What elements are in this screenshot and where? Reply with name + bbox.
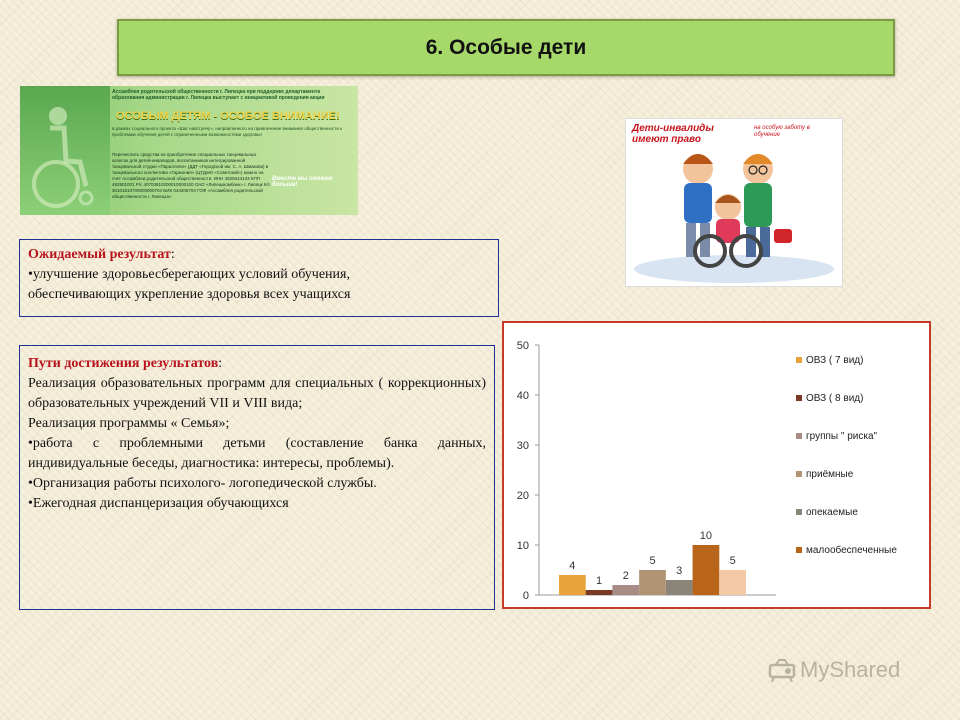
legend-label: ОВЗ ( 7 вид) — [806, 355, 864, 366]
charity-banner-image — [20, 86, 358, 215]
children-illustration — [625, 118, 843, 287]
legend-swatch — [796, 357, 802, 363]
bar — [639, 570, 666, 595]
bar — [612, 585, 639, 595]
legend-swatch — [796, 471, 802, 477]
y-tick-label: 20 — [516, 490, 529, 502]
bar — [559, 575, 586, 595]
expected-result-line-1: •улучшение здоровьесберегающих условий обучения, — [28, 267, 350, 282]
bar-chart — [502, 321, 931, 609]
slide-title-bar — [117, 19, 895, 76]
bar-chart-canvas — [504, 323, 929, 607]
illustration-small-caption: на особую заботу в обучение — [754, 125, 810, 138]
illustration-caption: Дети-инвалиды имеют право — [632, 123, 714, 145]
y-tick-label: 30 — [516, 440, 529, 452]
legend-label: малообеспеченные — [806, 545, 897, 556]
banner-header-text: Ассамблея родительской общественности г. Липецка при поддержке департамента образования администрации г. Липецка выступает с инициативой проведения акции — [112, 89, 325, 101]
legend-label: ОВЗ ( 8 вид) — [806, 393, 864, 404]
bar-value-label: 5 — [729, 555, 736, 567]
legend-swatch — [796, 509, 802, 515]
bar — [719, 570, 746, 595]
watermark-text: MyShared — [800, 657, 901, 682]
bar-value-label: 1 — [596, 575, 603, 587]
y-tick-label: 40 — [516, 390, 529, 402]
expected-result-heading: Ожидаемый результат: — [28, 247, 175, 262]
ways-paragraph-4: •Организация работы психолого- логопедической службы. — [28, 476, 377, 491]
ways-paragraph-2: Реализация программы « Семья»; — [28, 416, 230, 431]
legend-label: группы " риска" — [806, 431, 878, 442]
y-tick-label: 50 — [516, 340, 529, 352]
wheelchair-figure-icon — [20, 86, 110, 215]
ways-paragraph-3: •работа с проблемными детьми (составление банка данных, индивидуальные беседы, диагностика: интересы, проблемы). — [28, 436, 486, 471]
ways-to-achieve-box — [19, 345, 495, 610]
bar — [693, 545, 720, 595]
bar — [586, 590, 613, 595]
legend-swatch — [796, 395, 802, 401]
y-tick-label: 10 — [516, 540, 529, 552]
y-tick-label: 0 — [522, 590, 529, 602]
legend-label: опекаемые — [806, 507, 858, 518]
banner-slogan: Вместе мы сможем больше! — [272, 176, 333, 188]
slide-title: 6. Особые дети — [425, 35, 587, 59]
legend-swatch — [796, 433, 802, 439]
legend-swatch — [796, 547, 802, 553]
banner-headline: ОСОБЫМ ДЕТЯМ - ОСОБОЕ ВНИМАНИЕ! — [116, 110, 340, 122]
ways-heading: Пути достижения результатов: — [28, 356, 223, 371]
ways-paragraph-5: •Ежегодная диспанцеризация обучающихся — [28, 496, 289, 511]
bar-value-label: 10 — [699, 530, 713, 542]
projector-icon — [768, 657, 796, 683]
expected-result-line-2: обеспечивающих укрепление здоровья всех учащихся — [28, 287, 351, 302]
bar-value-label: 3 — [676, 565, 683, 577]
ways-paragraph-1: Реализация образовательных программ для специальных ( коррекционных) образовательных учреждений VII и VIII вида; — [28, 376, 486, 411]
expected-result-box — [19, 239, 499, 317]
banner-subtext: в рамках социального проекта «Шаг навстречу», направленного на привлечение внимания общественности к проблемам обучения детей с ограниченными возможностями здоровья — [112, 126, 343, 137]
watermark — [768, 657, 900, 683]
children-drawing-icon — [626, 119, 842, 286]
bar-value-label: 2 — [622, 570, 629, 582]
bar — [666, 580, 693, 595]
banner-body-text: Перечислить средства на приобретение специальных танцевальных колясок для детей-инвалидов, воспитанников интегрированной танцевальной студии «Параллели» (ДДТ «Городской им. С. А. Шмакова) и танцевального коллектива «Гармония» (ЦТДиЮ «Советский») можно на счет Ассамблеи родительской общественности: ИНН 4825044133 КПП 482501001 Р/с 40703810200010000100 ОАО «Липецккомбанк» г. Липецк К/с 30101810700000000704 БИК 044206704 ГОФ «Ассамблея родительской общественности г. Липецка» — [112, 152, 271, 199]
legend-label: приёмные — [806, 469, 854, 480]
bar-value-label: 5 — [649, 555, 656, 567]
bar-value-label: 4 — [569, 560, 576, 572]
